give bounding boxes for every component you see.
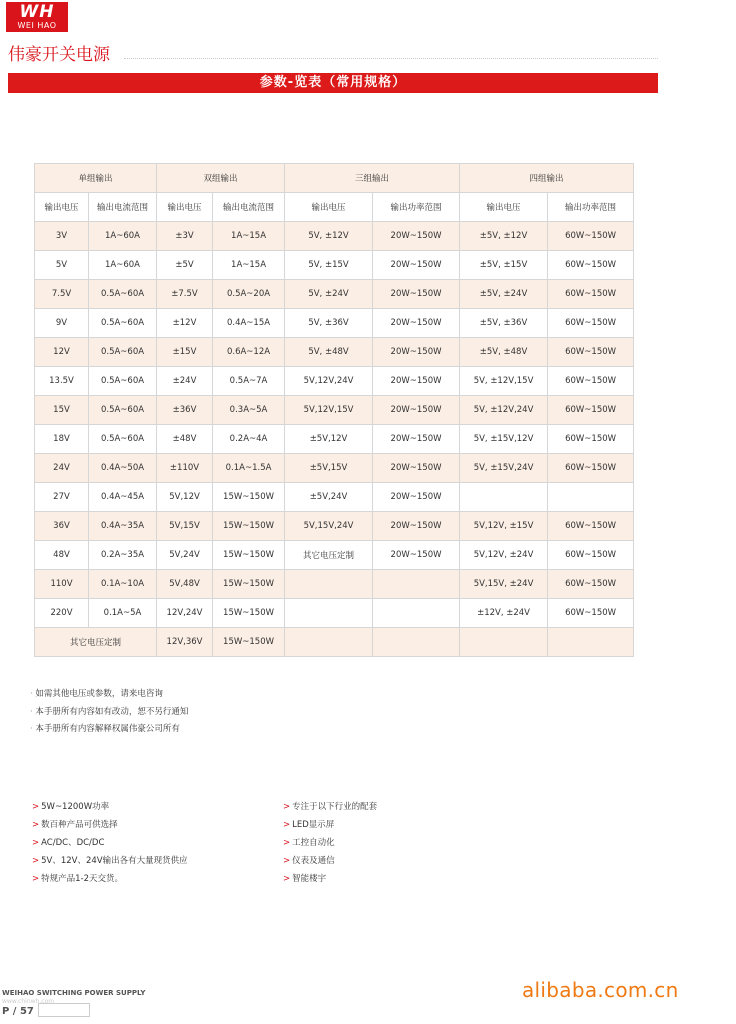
table-cell: 5V, ±15V,12V bbox=[460, 425, 548, 454]
weihao-logo bbox=[6, 2, 68, 32]
feature-item bbox=[283, 816, 377, 834]
feature-text: 专注于以下行业的配套 bbox=[292, 802, 378, 812]
table-cell: 13.5V bbox=[35, 367, 89, 396]
feature-item bbox=[283, 870, 377, 888]
table-cell: 5V, ±12V,24V bbox=[460, 396, 548, 425]
table-cell: 5V,15V,24V bbox=[285, 512, 373, 541]
group-header-cell: 四组输出 bbox=[460, 164, 634, 193]
feature-item bbox=[283, 852, 377, 870]
page-number: P / 57 bbox=[2, 1006, 34, 1017]
table-cell: ±5V bbox=[157, 251, 213, 280]
arrow-icon: > bbox=[32, 838, 40, 848]
table-cell: 0.1A~5A bbox=[89, 599, 157, 628]
table-cell bbox=[548, 628, 634, 657]
feature-text: 智能楼宇 bbox=[292, 874, 327, 884]
footer-box bbox=[38, 1003, 90, 1017]
table-row bbox=[35, 425, 634, 454]
table-cell: 60W~150W bbox=[548, 251, 634, 280]
arrow-icon: > bbox=[283, 874, 291, 884]
table-cell: 5V,48V bbox=[157, 570, 213, 599]
table-cell: 3V bbox=[35, 222, 89, 251]
table-cell: 5V,12V, ±15V bbox=[460, 512, 548, 541]
table-cell: 60W~150W bbox=[548, 396, 634, 425]
table-cell bbox=[373, 570, 460, 599]
note-item: · 如需其他电压或参数，请来电咨询 bbox=[30, 686, 188, 704]
table-cell bbox=[548, 483, 634, 512]
table-cell: 5V, ±15V,24V bbox=[460, 454, 548, 483]
table-cell: 15W~150W bbox=[213, 570, 285, 599]
table-cell: 110V bbox=[35, 570, 89, 599]
table-cell: ±24V bbox=[157, 367, 213, 396]
feature-item bbox=[32, 834, 188, 852]
table-cell bbox=[460, 483, 548, 512]
table-cell: ±48V bbox=[157, 425, 213, 454]
table-cell: 0.5A~7A bbox=[213, 367, 285, 396]
table-row bbox=[35, 512, 634, 541]
table-cell: 48V bbox=[35, 541, 89, 570]
column-header-cell: 输出电流范围 bbox=[89, 193, 157, 222]
table-cell: 20W~150W bbox=[373, 541, 460, 570]
table-row bbox=[35, 251, 634, 280]
table-cell: 0.3A~5A bbox=[213, 396, 285, 425]
table-cell: 其它电压定制 bbox=[35, 628, 157, 657]
note-item: · 本手册所有内容如有改动，恕不另行通知 bbox=[30, 704, 188, 722]
note-item: · 本手册所有内容解释权属伟豪公司所有 bbox=[30, 721, 188, 739]
table-cell: 36V bbox=[35, 512, 89, 541]
feature-text: LED显示屏 bbox=[292, 820, 335, 830]
header-dotted-rule bbox=[124, 58, 658, 59]
table-cell: ±5V, ±36V bbox=[460, 309, 548, 338]
feature-text: 5W~1200W功率 bbox=[41, 802, 110, 812]
table-cell: 20W~150W bbox=[373, 251, 460, 280]
table-cell: 5V, ±12V bbox=[285, 222, 373, 251]
table-cell: 60W~150W bbox=[548, 280, 634, 309]
table-row bbox=[35, 483, 634, 512]
table-cell: 27V bbox=[35, 483, 89, 512]
feature-item bbox=[32, 816, 188, 834]
table-cell: 20W~150W bbox=[373, 280, 460, 309]
arrow-icon: > bbox=[283, 802, 291, 812]
table-cell: 0.5A~20A bbox=[213, 280, 285, 309]
table-cell: 20W~150W bbox=[373, 338, 460, 367]
feature-item bbox=[32, 798, 188, 816]
table-cell: 60W~150W bbox=[548, 425, 634, 454]
feature-text: 特规产品1-2天交货。 bbox=[41, 874, 124, 884]
table-group-header bbox=[35, 164, 634, 193]
company-name: 伟豪开关电源 bbox=[8, 45, 110, 65]
table-cell: 0.4A~50A bbox=[89, 454, 157, 483]
table-cell: 12V,24V bbox=[157, 599, 213, 628]
feature-item bbox=[32, 852, 188, 870]
table-cell: 15W~150W bbox=[213, 512, 285, 541]
table-cell: ±110V bbox=[157, 454, 213, 483]
arrow-icon: > bbox=[283, 838, 291, 848]
table-cell: ±15V bbox=[157, 338, 213, 367]
table-cell: 20W~150W bbox=[373, 222, 460, 251]
table-cell: 5V, ±48V bbox=[285, 338, 373, 367]
table-row bbox=[35, 367, 634, 396]
table-cell: ±5V, ±12V bbox=[460, 222, 548, 251]
table-cell: ±5V,15V bbox=[285, 454, 373, 483]
table-cell: 5V,12V, ±24V bbox=[460, 541, 548, 570]
footer-company-en: WEIHAO SWITCHING POWER SUPPLY bbox=[2, 989, 146, 997]
table-cell: 0.6A~12A bbox=[213, 338, 285, 367]
table-cell: ±12V bbox=[157, 309, 213, 338]
table-cell: 18V bbox=[35, 425, 89, 454]
table-row bbox=[35, 396, 634, 425]
table-cell: ±12V, ±24V bbox=[460, 599, 548, 628]
table-cell: 15V bbox=[35, 396, 89, 425]
table-cell: ±5V, ±15V bbox=[460, 251, 548, 280]
table-cell: 20W~150W bbox=[373, 425, 460, 454]
table-cell: 0.1A~1.5A bbox=[213, 454, 285, 483]
table-cell: 5V, ±15V bbox=[285, 251, 373, 280]
table-cell bbox=[460, 628, 548, 657]
table-cell: 0.5A~60A bbox=[89, 396, 157, 425]
spec-table bbox=[34, 163, 634, 657]
table-cell: 20W~150W bbox=[373, 396, 460, 425]
table-cell: 60W~150W bbox=[548, 541, 634, 570]
table-cell: 15W~150W bbox=[213, 541, 285, 570]
table-cell: 5V,15V bbox=[157, 512, 213, 541]
feature-item bbox=[283, 798, 377, 816]
arrow-icon: > bbox=[32, 874, 40, 884]
page-title: 参数-览表（常用规格） bbox=[8, 73, 658, 93]
column-header-cell: 输出电压 bbox=[285, 193, 373, 222]
table-cell: 60W~150W bbox=[548, 512, 634, 541]
table-cell: 60W~150W bbox=[548, 570, 634, 599]
features-left-list bbox=[32, 798, 188, 888]
table-cell: 0.5A~60A bbox=[89, 338, 157, 367]
table-cell: 60W~150W bbox=[548, 309, 634, 338]
footer-url: www.chinwh.com bbox=[2, 998, 55, 1005]
table-row bbox=[35, 309, 634, 338]
feature-text: 数百种产品可供选择 bbox=[41, 820, 118, 830]
table-cell: 0.4A~45A bbox=[89, 483, 157, 512]
table-cell: 20W~150W bbox=[373, 454, 460, 483]
table-cell: 1A~15A bbox=[213, 251, 285, 280]
table-cell: ±5V,24V bbox=[285, 483, 373, 512]
table-cell: 20W~150W bbox=[373, 309, 460, 338]
table-cell: 60W~150W bbox=[548, 338, 634, 367]
table-row bbox=[35, 570, 634, 599]
feature-text: 工控自动化 bbox=[292, 838, 335, 848]
table-cell: 5V bbox=[35, 251, 89, 280]
table-cell: 5V,12V,15V bbox=[285, 396, 373, 425]
table-cell: 60W~150W bbox=[548, 454, 634, 483]
table-cell: 0.4A~15A bbox=[213, 309, 285, 338]
table-cell: ±5V, ±24V bbox=[460, 280, 548, 309]
arrow-icon: > bbox=[283, 856, 291, 866]
table-cell: 0.5A~60A bbox=[89, 425, 157, 454]
logo-subtext: WEI HAO bbox=[17, 21, 57, 30]
group-header-cell: 双组输出 bbox=[157, 164, 285, 193]
table-cell: 5V,15V, ±24V bbox=[460, 570, 548, 599]
table-cell: 7.5V bbox=[35, 280, 89, 309]
column-header-cell: 输出功率范围 bbox=[548, 193, 634, 222]
table-cell: 0.2A~4A bbox=[213, 425, 285, 454]
table-cell: 60W~150W bbox=[548, 367, 634, 396]
column-header-cell: 输出电压 bbox=[460, 193, 548, 222]
table-cell: 5V, ±36V bbox=[285, 309, 373, 338]
arrow-icon: > bbox=[32, 820, 40, 830]
table-cell: 0.2A~35A bbox=[89, 541, 157, 570]
features-right-list bbox=[283, 798, 377, 888]
table-cell: 0.4A~35A bbox=[89, 512, 157, 541]
table-cell: 1A~60A bbox=[89, 251, 157, 280]
table-cell: 20W~150W bbox=[373, 367, 460, 396]
table-cell: 5V,24V bbox=[157, 541, 213, 570]
table-cell bbox=[285, 570, 373, 599]
logo-mark: WH bbox=[19, 2, 55, 22]
table-column-header bbox=[35, 193, 634, 222]
table-cell: 其它电压定制 bbox=[285, 541, 373, 570]
table-cell bbox=[285, 628, 373, 657]
feature-text: AC/DC、DC/DC bbox=[41, 838, 105, 848]
table-cell: 1A~15A bbox=[213, 222, 285, 251]
table-cell: 20W~150W bbox=[373, 512, 460, 541]
arrow-icon: > bbox=[32, 802, 40, 812]
table-cell: 20W~150W bbox=[373, 483, 460, 512]
column-header-cell: 输出电流范围 bbox=[213, 193, 285, 222]
table-cell: ±5V,12V bbox=[285, 425, 373, 454]
table-cell: ±3V bbox=[157, 222, 213, 251]
table-cell: 0.5A~60A bbox=[89, 309, 157, 338]
table-cell: 5V,12V bbox=[157, 483, 213, 512]
feature-text: 仪表及通信 bbox=[292, 856, 335, 866]
table-cell: 15W~150W bbox=[213, 599, 285, 628]
table-cell: 5V, ±24V bbox=[285, 280, 373, 309]
table-row bbox=[35, 338, 634, 367]
column-header-cell: 输出电压 bbox=[35, 193, 89, 222]
group-header-cell: 三组输出 bbox=[285, 164, 460, 193]
table-cell: 0.5A~60A bbox=[89, 280, 157, 309]
table-cell: 24V bbox=[35, 454, 89, 483]
table-cell bbox=[373, 628, 460, 657]
notes-list bbox=[30, 686, 188, 739]
table-cell: ±5V, ±48V bbox=[460, 338, 548, 367]
group-header-cell: 单组输出 bbox=[35, 164, 157, 193]
feature-item bbox=[32, 870, 188, 888]
column-header-cell: 输出电压 bbox=[157, 193, 213, 222]
table-row bbox=[35, 541, 634, 570]
table-cell: 1A~60A bbox=[89, 222, 157, 251]
table-cell: 0.5A~60A bbox=[89, 367, 157, 396]
table-cell: 15W~150W bbox=[213, 483, 285, 512]
table-cell: 0.1A~10A bbox=[89, 570, 157, 599]
table-cell bbox=[373, 599, 460, 628]
table-cell: 5V,12V,24V bbox=[285, 367, 373, 396]
table-row bbox=[35, 222, 634, 251]
column-header-cell: 输出功率范围 bbox=[373, 193, 460, 222]
table-cell: 15W~150W bbox=[213, 628, 285, 657]
table-cell: ±36V bbox=[157, 396, 213, 425]
table-row bbox=[35, 454, 634, 483]
table-cell bbox=[285, 599, 373, 628]
table-cell: 60W~150W bbox=[548, 599, 634, 628]
table-cell: 9V bbox=[35, 309, 89, 338]
table-row bbox=[35, 599, 634, 628]
table-cell: 5V, ±12V,15V bbox=[460, 367, 548, 396]
feature-text: 5V、12V、24V输出各有大量现货供应 bbox=[41, 856, 188, 866]
table-cell: 12V,36V bbox=[157, 628, 213, 657]
table-cell: 220V bbox=[35, 599, 89, 628]
arrow-icon: > bbox=[32, 856, 40, 866]
table-row bbox=[35, 628, 634, 657]
table-cell: 12V bbox=[35, 338, 89, 367]
table-cell: 60W~150W bbox=[548, 222, 634, 251]
feature-item bbox=[283, 834, 377, 852]
table-cell: ±7.5V bbox=[157, 280, 213, 309]
alibaba-watermark: alibaba.com.cn bbox=[522, 978, 679, 1002]
arrow-icon: > bbox=[283, 820, 291, 830]
table-row bbox=[35, 280, 634, 309]
